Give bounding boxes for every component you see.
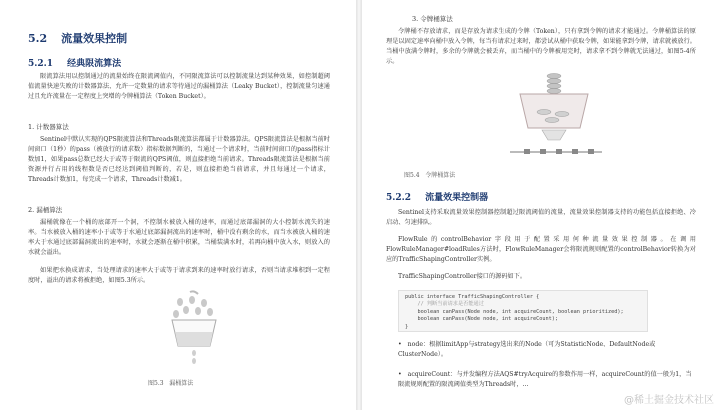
controller-paragraph-2: FlowRule的controlBehavior字段用于配置采用何种流量效果控制器。在调用FlowRuleManager#loadRules方法时，FlowRuleManager会将限流规则配置的controlBehavior转换为对应的TrafficShapingController实例。 bbox=[386, 236, 696, 263]
subsection-heading-2 bbox=[386, 190, 488, 203]
subsection-2-number: 5.2.2 bbox=[386, 193, 412, 203]
controller-paragraph-1: Sentinel支持采取流量效果控制器控制超过限流阈值的流量，流量效果控制器支持的功能包括直接拒绝、冷启动、匀速排队。 bbox=[386, 209, 696, 226]
section-number: 5.2 bbox=[28, 32, 48, 45]
code-line: public interface TrafficShapingController { bbox=[405, 294, 540, 300]
controller-paragraph-3: TrafficShapingController接口的源码如下。 bbox=[398, 273, 527, 280]
code-block bbox=[398, 290, 648, 332]
leaky-bucket-figure bbox=[150, 290, 240, 370]
code-line: // 判断当前请求是否能通过 bbox=[405, 301, 484, 308]
code-line: boolean canPass(Node node, int acquireCount); bbox=[405, 316, 559, 323]
figure-5-3-title: 漏桶算法 bbox=[169, 380, 194, 387]
algo2-heading: 2. 漏桶算法 bbox=[28, 206, 63, 214]
bullet-dot: • bbox=[398, 341, 402, 348]
right-page bbox=[362, 0, 720, 410]
bullet-acquirecount bbox=[398, 370, 696, 390]
figure-5-4-title: 令牌桶算法 bbox=[425, 172, 456, 179]
bullet-node-text: node：根据limitApp与strategy选出来的Node（可为StatisticNode、DefaultNode或ClusterNode）。 bbox=[398, 341, 656, 358]
left-page bbox=[0, 0, 356, 410]
algo1-heading: 1. 计数器算法 bbox=[28, 123, 69, 131]
figure-5-3-caption bbox=[148, 378, 193, 387]
code-line: boolean canPass(Node node, int acquireCount, boolean prioritized); bbox=[405, 308, 624, 315]
subsection-heading bbox=[28, 56, 121, 69]
algo2-paragraph-2: 如果把水换成请求，当处理请求的速率大于或等于请求到来的速率时放行请求，否则当请求堆积到一定程度时，溢出的请求将被拒绝，如图5.3所示。 bbox=[28, 267, 330, 284]
watermark: @稀土掘金技术社区 bbox=[624, 395, 714, 406]
figure-5-3-number: 图5.3 bbox=[148, 380, 164, 387]
algo1-paragraph: Sentinel中默认实现的QPS限流算法和Threads限流算法都属于计数器算法。QPS限流算法是根据当前时间窗口（1秒）的pass（被放行的请求数）指标数据判断的，当通过一个请求时，当前时间窗口的pass指标计数加1，如果pass总数已经大于或等于限流的QPS阈值，则直接拒绝当前请求。Threads限流算法是根据当前资源并行占用的线程数是否已经达到阈值判断的，若是，则直接拒绝当前请求，并且每通过一个请求，Threads计数加1，每完成一个请求，Threads计数减1。 bbox=[28, 136, 330, 183]
bullet-node bbox=[398, 340, 696, 360]
figure-5-4-number: 图5.4 bbox=[404, 172, 420, 179]
figure-5-4-caption bbox=[404, 170, 455, 179]
bullet-acquirecount-text: acquireCount：与并发编程方法AQS#tryAcquire的参数作用一样，acquireCount的值一般为1，当限流规则配置的限流阈值类型为Threads时，... bbox=[398, 371, 692, 388]
subsection-title: 经典限流算法 bbox=[67, 59, 122, 69]
section-heading bbox=[28, 30, 127, 46]
subsection-2-title: 流量效果控制器 bbox=[425, 193, 489, 203]
section-title: 流量效果控制 bbox=[61, 32, 128, 45]
algo2-paragraph-1: 漏桶就像在一个桶的底部开一个洞，不控制水被放入桶的速率，而通过底部漏洞的大小控制水流失的速率。当水被放入桶的速率小于或等于水通过底部漏洞流出的速率时，桶中没有剩余的水，而当水被放入桶的速率大于水通过底部漏洞流出的速率时，水就会逐渐在桶中积累，当桶装满水时，若再向桶中放入水，则放入的水就会溢出。 bbox=[28, 219, 330, 256]
algo3-heading: 3. 令牌桶算法 bbox=[412, 15, 453, 23]
bullet-dot: • bbox=[398, 371, 402, 378]
subsection-number: 5.2.1 bbox=[28, 59, 54, 69]
token-bucket-figure bbox=[502, 70, 612, 168]
algo3-paragraph: 令牌桶不存放请求，而是存放为请求生成的令牌（Token），只有拿到令牌的请求才能通过。令牌桶算法的原理是以固定速率向桶中放入令牌，每当有请求过来时，都尝试从桶中获取令牌，如果能拿到令牌，请求就被放行。当桶中放满令牌时，多余的令牌就会被丢弃，而当桶中的令牌被用完时，请求拿不到令牌就无法通过，如图5-4所示。 bbox=[386, 28, 696, 65]
code-line: } bbox=[405, 323, 409, 330]
intro-paragraph: 限流算法用以控制通过的流量始终在限流阈值内，不同限流算法可以控制流量达到某种效果，如控制超阈值流量快速失败的计数器算法、允许一定数量的请求等待通过的漏桶算法（Leaky Bucket），控制流量匀速通过且允许流量在一定程度上突增的令牌桶算法（Token Bucket）。 bbox=[28, 73, 330, 100]
